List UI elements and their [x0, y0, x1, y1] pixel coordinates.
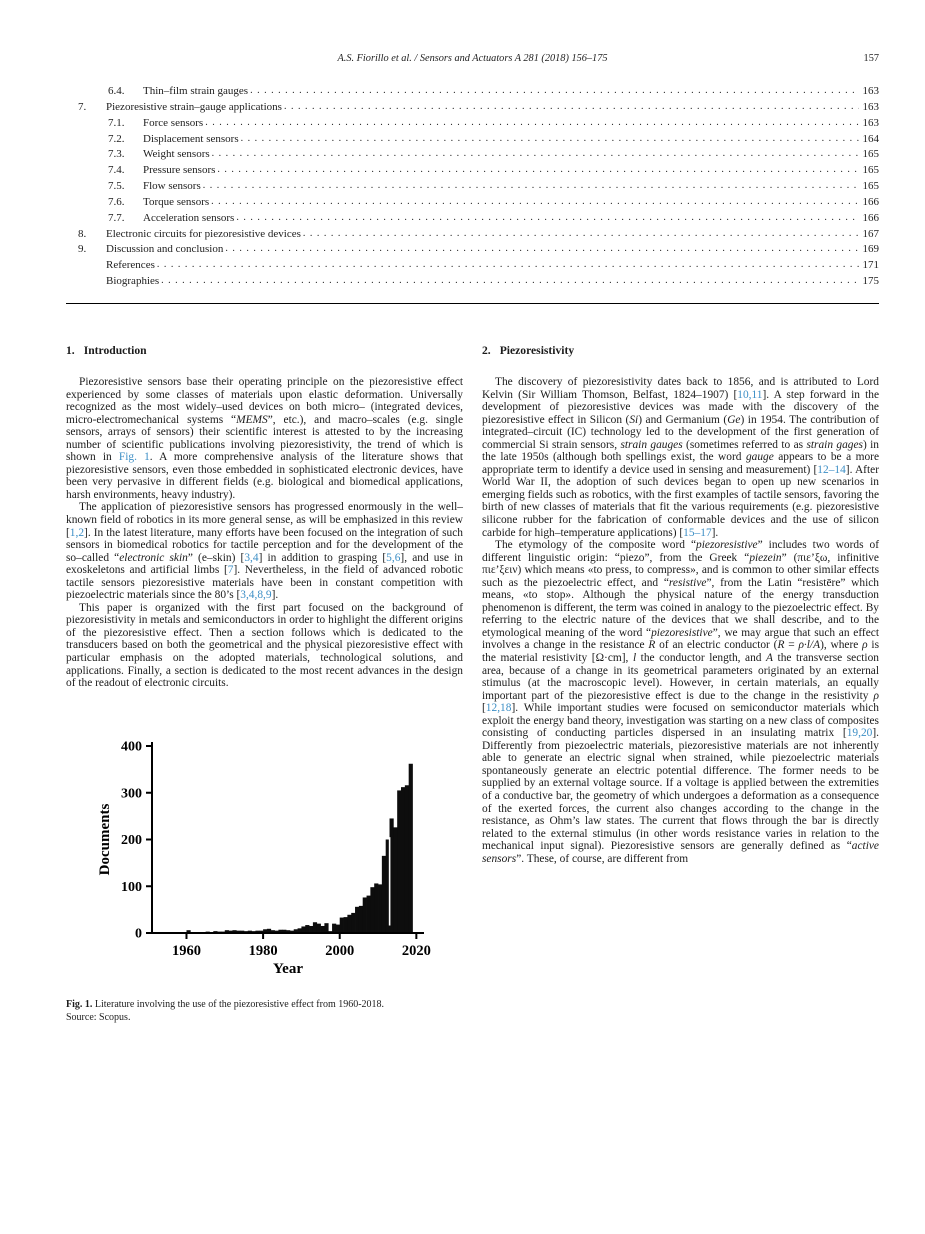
figure-1 [66, 734, 463, 1024]
svg-text:400: 400 [121, 739, 142, 755]
italic-text: ρ [862, 639, 868, 652]
section-heading-piezoresistivity: 2. Piezoresistivity [482, 343, 575, 357]
italic-text: gauge [745, 451, 774, 464]
toc-title[interactable]: Discussion and conclusion [106, 243, 224, 256]
italic-text: Si [629, 413, 639, 426]
italic-text: R [648, 639, 656, 652]
toc-title[interactable]: Piezoresistive strain–gauge applications [106, 100, 282, 113]
toc-row[interactable] [66, 84, 879, 100]
toc-title[interactable]: Acceleration sensors [143, 211, 235, 224]
citation-link[interactable]: 12–14 [817, 463, 846, 476]
italic-text: R [777, 639, 785, 652]
toc-title[interactable]: References [106, 259, 155, 272]
toc-title[interactable]: Force sensors [143, 116, 204, 129]
italic-text: A [766, 652, 774, 664]
toc-number: 7.1. [108, 116, 125, 129]
italic-text: strain gages [806, 438, 863, 451]
toc-page-number[interactable]: 165 [862, 180, 879, 193]
bar-chart [96, 734, 463, 982]
italic-text: strain gauges [620, 438, 683, 451]
toc-page-number[interactable]: 169 [862, 243, 879, 256]
citation-link[interactable]: 10,11 [737, 388, 763, 401]
citation-link[interactable]: 1,2 [69, 526, 85, 539]
toc-page-number[interactable]: 166 [862, 195, 879, 208]
svg-text:2020: 2020 [401, 942, 431, 959]
toc-row[interactable] [66, 100, 879, 116]
body-columns [66, 344, 879, 1024]
italic-text: active sensors [482, 840, 879, 865]
toc-dot-leader [212, 146, 859, 162]
intro-paragraph-1: Piezoresistive sensors base their operating principle on the piezoresistive effect experienced by some classes of materials upon elastic deformation. Universally recognized as the most widely–used devices on both micro– (integrated devices, micro-electromechanical systems “MEMS”, etc.), and macro–scales (e.g. single sensors, arrays of sensors) their scientific interest is attested to by the increasing number of scientific publications involving piezoresistivity, the trend of which is shown in Fig. 1. A more comprehensive analysis of the literature shows that piezoresistive sensors, even those embedded in sophisticated electronic devices, have been very pervasive in different fields (e.g. biological and biomedical applications, harsh environments, heavy industry). [66, 375, 464, 501]
toc-page-number[interactable]: 163 [862, 85, 879, 97]
toc-page-number[interactable]: 163 [862, 116, 879, 129]
italic-text: piezein [749, 551, 782, 564]
citation-link[interactable]: Fig. 1 [118, 451, 150, 464]
citation-link[interactable]: 3,4,8,9 [240, 589, 272, 602]
toc-title[interactable]: Electronic circuits for piezoresistive devices [106, 227, 301, 240]
piezo-paragraph-1: The discovery of piezoresistivity dates back to 1856, and is attributed to Lord Kelvin (Sir William Thomson, Belfast, 1824–1907) [10,11]. A step forward in the development of piezoresistive devices was made with the discovery of the piezoresistive effect in Silicon (Si) and Germanium (Ge) in 1954. The contribution of integrated–circuit (IC) technology led to the development of the first generation of commercial Si strain sensors, strain gauges (sometimes referred to as strain gages) in the late 1950s (although both spellings exist, the word gauge appears to be a more appropriate term to identify a device used in sensing and measurement) [12–14]. After World War II, the adoption of such devices began to open up new scenarios in emerging fields such as robotics, with the first examples of tactile sensors, favoring the birth of new classes of materials that fit the various requirements (e.g. piezoresistive silicone rubber for the fabrication of conformable devices and the use of silicon carbide for high–temperature applications) [15–17]. [482, 375, 880, 539]
figure-label: Fig. 1. [66, 998, 93, 1010]
section-heading-introduction: 1. Introduction [66, 343, 147, 357]
toc-title[interactable]: Torque sensors [143, 195, 210, 208]
toc-row[interactable] [66, 132, 879, 148]
running-head [66, 53, 879, 67]
toc-number: 7.6. [108, 195, 125, 208]
toc-number: 7.3. [108, 148, 125, 161]
toc-dot-leader [225, 241, 858, 257]
toc-number: 7. [78, 100, 87, 113]
page-number: 157 [863, 53, 879, 64]
toc-row[interactable] [66, 116, 879, 132]
journal-reference: A.S. Fiorillo et al. / Sensors and Actuators A 281 (2018) 156–175 [337, 53, 608, 64]
italic-text: electronic skin [119, 551, 188, 564]
toc-dot-leader [203, 178, 859, 194]
toc-number: 7.2. [108, 132, 125, 145]
toc-row[interactable] [66, 242, 879, 258]
toc-row[interactable] [66, 179, 879, 195]
toc-dot-leader [157, 257, 859, 273]
citation-link[interactable]: 3,4 [244, 551, 259, 564]
toc-row[interactable] [66, 274, 879, 290]
toc-page-number[interactable]: 167 [862, 227, 879, 240]
italic-text: Ge [727, 413, 741, 426]
toc-row[interactable] [66, 195, 879, 211]
citation-link[interactable]: 5,6 [386, 551, 401, 564]
intro-paragraph-3: This paper is organized with the first part focused on the background of piezoresistivity in metals and semiconductors in order to highlight the different origins of the piezoresistive effect. Then a section follows which is dedicated to the transducers based on both the geometrical and the physical piezoresistive effect with particular emphasis on the adopted materials, technological solutions, and applications. Finally, a section is dedicated to the most recent advances in the design of the readout of electronic circuits. [66, 601, 463, 690]
toc-page-number[interactable]: 175 [862, 275, 879, 288]
toc-number: 9. [78, 243, 87, 256]
toc-row[interactable] [66, 211, 879, 227]
svg-text:1980: 1980 [248, 942, 278, 959]
toc-title[interactable]: Biographies [106, 275, 160, 288]
table-of-contents [66, 84, 879, 290]
bar-chart-svg [96, 734, 438, 977]
citation-link[interactable]: 15–17 [683, 526, 712, 539]
italic-text: l [632, 652, 637, 664]
toc-page-number[interactable]: 171 [862, 259, 879, 272]
toc-dot-leader [284, 99, 859, 115]
left-column [66, 344, 463, 1024]
figure-1-caption [66, 998, 463, 1024]
svg-text:Year: Year [273, 960, 303, 977]
svg-text:100: 100 [121, 879, 142, 895]
toc-row[interactable] [66, 258, 879, 274]
right-column [482, 344, 879, 1024]
toc-title[interactable]: Weight sensors [143, 148, 210, 161]
svg-text:0: 0 [135, 926, 142, 942]
toc-title[interactable]: Flow sensors [143, 180, 201, 193]
toc-page-number[interactable]: 163 [862, 100, 879, 113]
italic-text: resistive [668, 576, 707, 589]
toc-dot-leader [236, 210, 858, 226]
toc-dot-leader [241, 131, 859, 147]
toc-dot-leader [303, 226, 859, 242]
italic-text: piezoresistive [696, 539, 758, 552]
svg-text:1960: 1960 [171, 942, 201, 959]
svg-text:Documents: Documents [97, 803, 113, 875]
toc-row[interactable] [66, 227, 879, 243]
toc-title[interactable]: Pressure sensors [143, 164, 216, 177]
toc-dot-leader [250, 83, 858, 99]
italic-text: MEMS [236, 413, 268, 426]
toc-dot-leader [211, 194, 858, 210]
toc-dot-leader [205, 115, 858, 131]
figure-caption-source: Source: Scopus. [66, 1011, 131, 1023]
toc-number: 7.4. [108, 164, 125, 177]
toc-row[interactable] [66, 163, 879, 179]
italic-text: ρ [873, 689, 879, 702]
svg-text:200: 200 [121, 832, 142, 848]
toc-number: 6.4. [108, 85, 125, 97]
toc-dot-leader [217, 162, 858, 178]
toc-number: 8. [78, 227, 87, 240]
toc-page-number[interactable]: 164 [862, 132, 879, 145]
toc-divider-rule [66, 303, 879, 304]
svg-text:2000: 2000 [325, 942, 355, 959]
piezo-paragraph-2: The etymology of the composite word “piezoresistive” includes two words of different linguistic origin: “piezo”, from the Greek “piezein” (πιε’ξω, infinitive πιε’ξειν) which means «to press, to compress», and is common to other similar effects such as the piezoelectric effect, and “resistive”, from the Latin “resistēre” which means, «to stop». Although the physical nature of the energy transduction phenomenon is different, the term was coined in analogy to the piezoelectric effect. By referring to the electric nature of the devices that we shall describe, and to the etymological meaning of the word “piezoresistive”, we may argue that such an effect involves a change in the resistance R of an electric conductor (R = ρ·l/A), where ρ is the material resistivity [Ω·cm], l the conductor length, and A the transverse section area, because of a change in its geometrical parameters originated by an external stimulus (at the macroscopic level). However, in certain materials, an equally important part of the piezoresistive effect is due to the change in the resistivity ρ [12,18]. While important studies were focused on semiconductor materials which exploit the energy band theory, investigation was starting on a new class of composites consisting of conducting particles dispersed in an insulating matrix [19,20]. Differently from piezoelectric materials, piezoresistive materials are not inherently able to generate an electric signal when strained, while piezoelectric materials spontaneously generate an electric potential difference. The former needs to be supplied by an external voltage source. If a voltage is applied between the extremities of a conductive bar, the geometry of which undergoes a deformation as a consequence of the exerted forces, the current also changes according to the change in the resistance, as Ohm’s law states. The current that flows through the bar is directly related to the external stimulus (in other words resistance varies in relation to the mechanical input signal). Piezoresistive sensors are generally defined as “active sensors”. These, of course, are different from [482, 539, 880, 865]
toc-title[interactable]: Displacement sensors [143, 132, 239, 145]
italic-text: ρ·l/A [798, 639, 821, 652]
toc-page-number[interactable]: 165 [862, 164, 879, 177]
toc-row[interactable] [66, 147, 879, 163]
citation-link[interactable]: 7 [227, 564, 234, 577]
citation-link[interactable]: 19,20 [846, 727, 873, 740]
svg-text:300: 300 [121, 785, 142, 801]
toc-page-number[interactable]: 166 [862, 211, 879, 224]
citation-link[interactable]: 12,18 [485, 702, 512, 715]
figure-caption-text: Literature involving the use of the piezoresistive effect from 1960-2018. [92, 998, 385, 1010]
toc-title[interactable]: Thin–film strain gauges [143, 85, 249, 97]
italic-text: piezoresistive [651, 626, 713, 639]
intro-paragraph-2: The application of piezoresistive sensors has progressed enormously in the well–known field of robotics in its more general sense, as will be emphasized in this review [1,2]. In the latest literature, many efforts have been focused on the integration of such sensors in biomedical robotics for tactile perception and for the development of the so–called “electronic skin” (e–skin) [3,4] in addition to grasping [5,6], and use in exoskeletons and artificial limbs [7]. Nevertheless, in the field of advanced robotic tactile sensors piezoresistive materials have been in constant competition with piezoelectric materials since the 80’s [3,4,8,9]. [66, 501, 463, 602]
toc-number: 7.7. [108, 211, 125, 224]
toc-page-number[interactable]: 165 [862, 148, 879, 161]
toc-dot-leader [161, 273, 858, 289]
toc-number: 7.5. [108, 180, 125, 193]
